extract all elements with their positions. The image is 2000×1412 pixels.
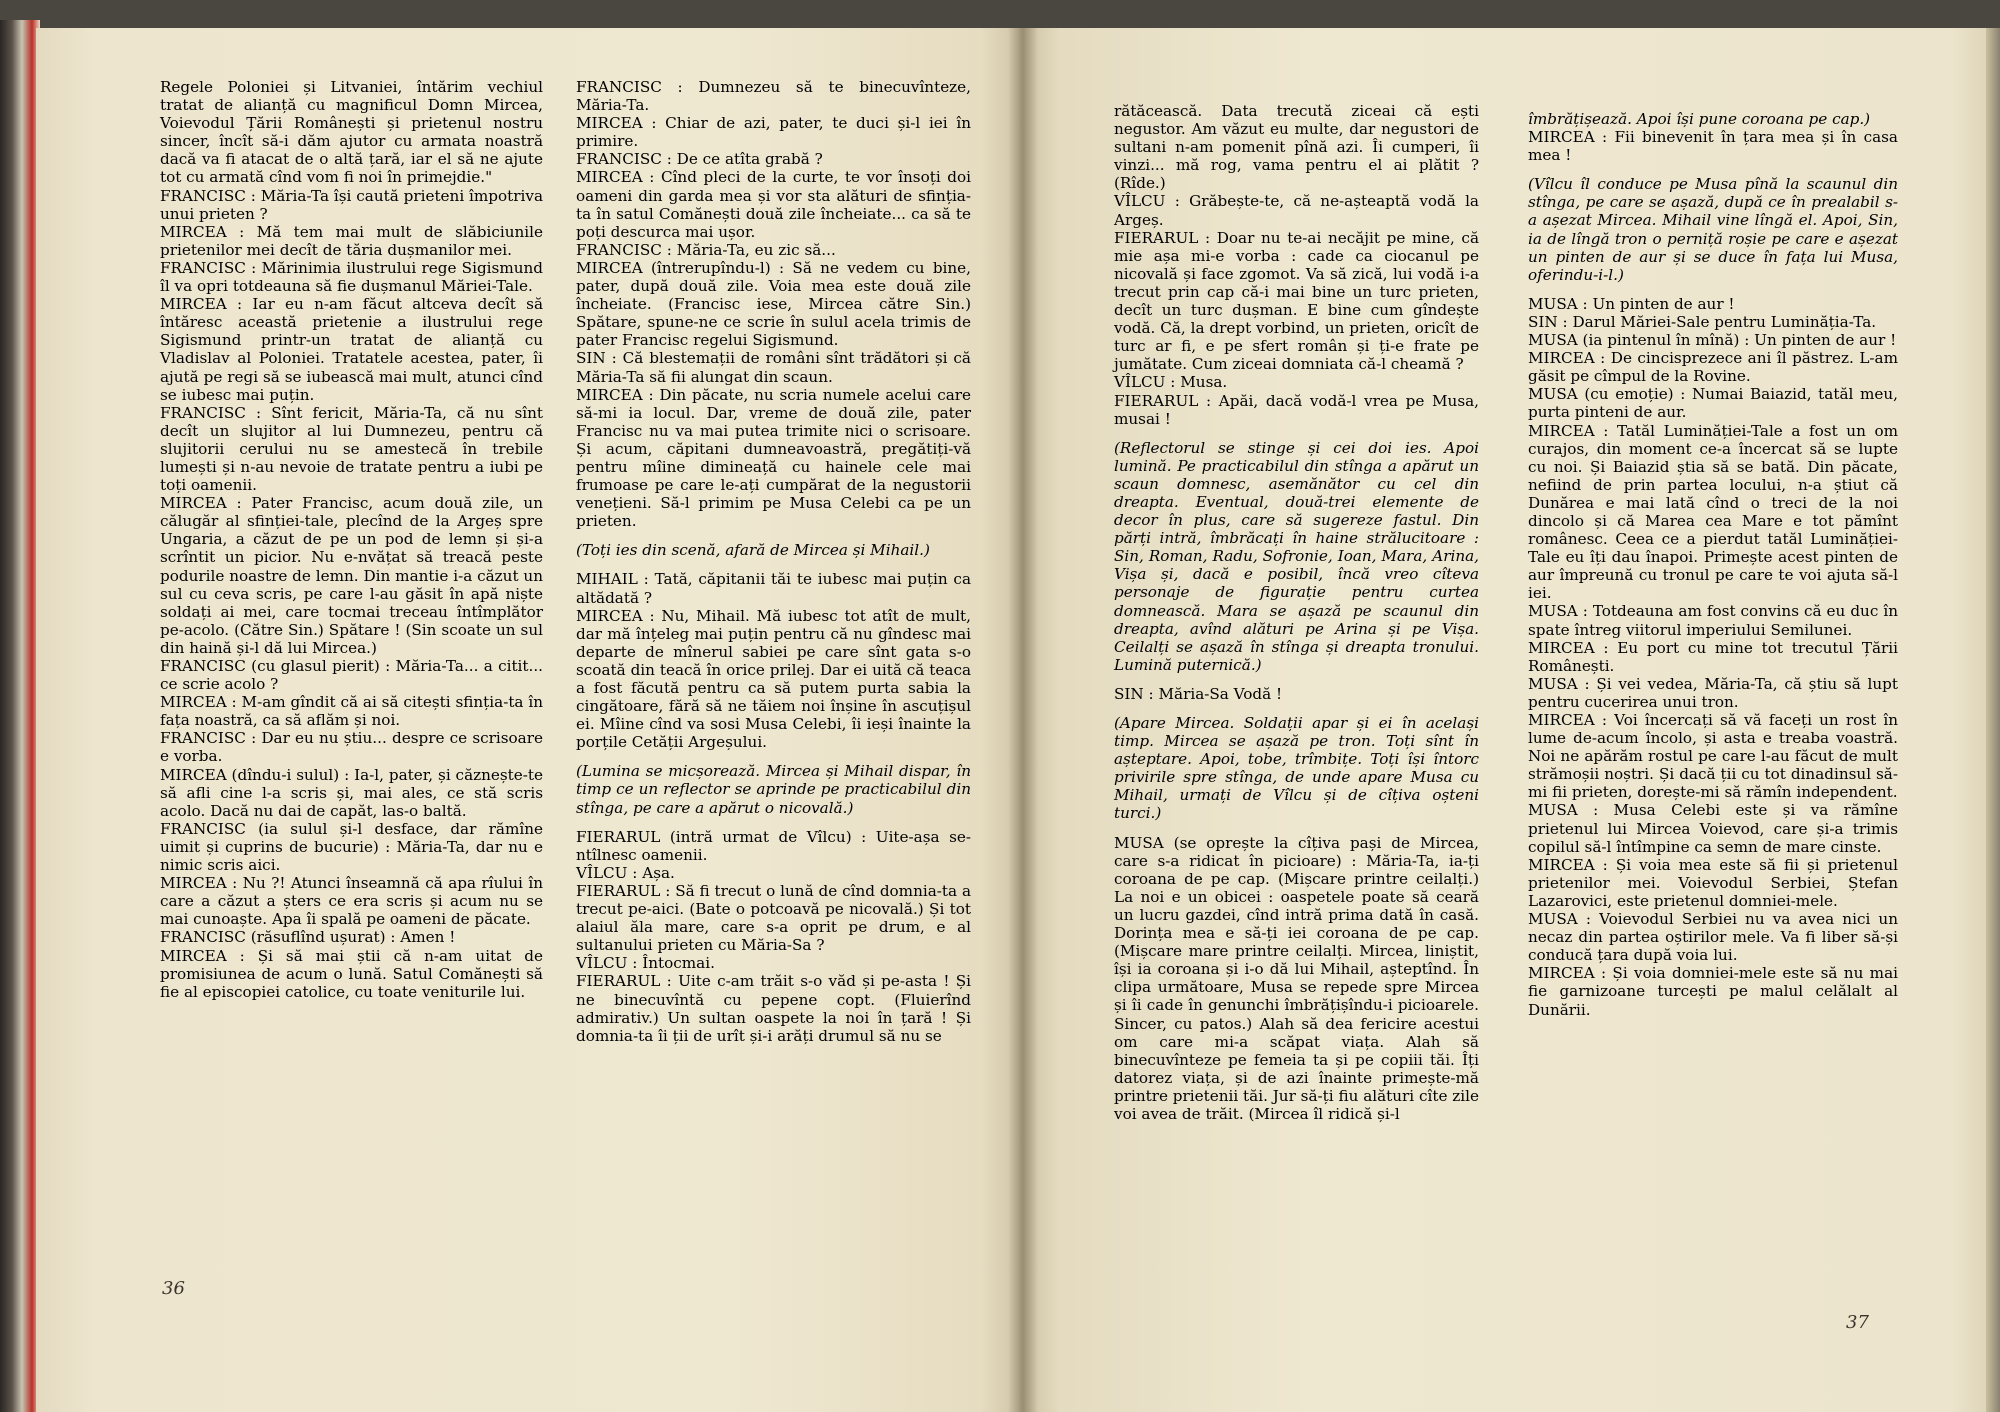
stage-direction: (Apare Mircea. Soldații apar și ei în același timp. Mircea se așază pe tron. Toți sînt în așteptare. Apoi, tobe, trîmbițe. Toți își întorc privirile spre stînga, de unde apare Musa cu Mihail, urmați de Vîlcu și de cîțiva oșteni turci.) xyxy=(1114,714,1479,823)
text-line: MIRCEA : Nu, Mihail. Mă iubesc tot atît de mult, dar mă înțeleg mai puțin pentru că nu gîndesc mai departe de mînerul sabiei pe care sînt gata s-o scoată din teacă în orice prilej. Dar ei uită că teaca a fost făcută pentru ca să putem purta sabia la cingătoare, fără să ne tăiem noi înșine în ascuțișul ei. Mîine cînd va sosi Musa Celebi, îi ieși înainte la porțile Cetății Argeșului. xyxy=(576,606,971,752)
text-line: MUSA (cu emoție) : Numai Baiazid, tatăl meu, purta pinteni de aur. xyxy=(1528,385,1898,422)
text-line: FRANCISC : Măria-Ta își caută prieteni împotriva unui prieten ? xyxy=(160,186,543,223)
text-line: MUSA (ia pintenul în mînă) : Un pinten de aur ! xyxy=(1528,331,1897,350)
text-line: FRANCISC (ia sulul și-l desface, dar rămîne uimit și cuprins de bucurie) : Măria-Ta, dar nu e nimic scris aici. xyxy=(160,819,543,875)
text-line: MIRCEA : M-am gîndit că ai să citești sfinția-ta în fața noastră, ca să aflăm și noi. xyxy=(160,693,543,730)
text-line: MIHAIL : Tată, căpitanii tăi te iubesc mai puțin ca altădată ? xyxy=(576,570,971,607)
page-number: 37 xyxy=(1846,1312,1869,1333)
text-line: MUSA : Un pinten de aur ! xyxy=(1528,294,1735,313)
text-line: MIRCEA : Și voia domniei-mele este să nu mai fie garnizoane turcești pe malul celălalt al Dunării. xyxy=(1528,964,1898,1019)
text-line: FIERARUL : Uite c-am trăit s-o văd și pe-asta ! Și ne binecuvîntă cu pepene copt. (Fluierînd admirativ.) Un sultan oaspete la noi în țară ! Și domnia-ta îi ții de urît și-i arăți drumul să nu se xyxy=(576,972,971,1045)
right-page-column-2 xyxy=(1528,110,1898,1019)
text-line: MIRCEA : Iar eu n-am făcut altceva decît să întăresc această prietenie a ilustrului rege Sigismund printr-un tratat de alianță cu Vladislav al Poloniei. Tratatele acestea, pater, îi ajută pe regi să se iubească mai mult, atunci cînd se iubesc mai puțin. xyxy=(160,295,543,404)
stage-direction: îmbrățișează. Apoi își pune coroana pe cap.) xyxy=(1528,110,1871,128)
text-line: FIERARUL : Doar nu te-ai necăjit pe mine, că mie așa mi-e vorba : cade ca ciocanul pe nicovală și face zgomot. Va să zică, lui vodă i-a trecut prin cap că-i mai bine un turc prieten, decît un turc dușman. E bine cum gîndește vodă. Că, la drept vorbind, un prieten, oricît de turc ar fi, e pe sfert român și ți-e frate pe jumătate. Cum ziceai domniata că-l cheamă ? xyxy=(1114,228,1479,374)
book-top-edge xyxy=(0,0,2000,30)
text-line: VÎLCU : Întocmai. xyxy=(576,954,715,973)
text-line: FRANCISC (răsuflînd ușurat) : Amen ! xyxy=(160,928,456,947)
text-line: VÎLCU : Așa. xyxy=(576,863,675,882)
text-line: MIRCEA : Fii binevenit în țara mea și în casa mea ! xyxy=(1528,128,1898,165)
stage-direction: (Toți ies din scenă, afară de Mircea și Mihail.) xyxy=(576,541,930,560)
text-line: VÎLCU : Grăbește-te, că ne-așteaptă vodă la Argeș. xyxy=(1114,192,1479,229)
text-line: MUSA : Și vei vedea, Măria-Ta, că știu să lupt pentru cucerirea unui tron. xyxy=(1528,674,1898,711)
text-line: MIRCEA : Din păcate, nu scria numele acelui care să-mi ia locul. Dar, vreme de două zile, pater Francisc nu va mai putea trimite nici o scrisoare. Și acum, căpitani dumneavoastră, pregătiți-vă pentru mîine dimineață cu hainele cele mai frumoase pe care le-ați cumpărat de la negustorii venețieni. Să-l primim pe Musa Celebi ca pe un prieten. xyxy=(576,385,971,531)
book-gutter xyxy=(1008,28,1038,1412)
text-line: MIRCEA : Și să mai știi că n-am uitat de promisiunea de acum o lună. Satul Comănești să fie al episcopiei catolice, cu toate veniturile lui. xyxy=(160,946,543,1001)
text-line: MIRCEA (dîndu-i sulul) : Ia-l, pater, și căznește-te să afli cine l-a scris și, mai ales, ce stă scris acolo. Dacă nu dai de capăt, las-o baltă. xyxy=(160,765,543,820)
text-line: FRANCISC : De ce atîta grabă ? xyxy=(576,150,823,169)
text-line: MIRCEA : Și voia mea este să fii și prietenul prietenilor mei. Voievodul Serbiei, Ștefan Lazarovici, este prietenul domniei-mele. xyxy=(1528,855,1898,910)
text-line: MUSA : Musa Celebi este și va rămîne prietenul lui Mircea Voievod, care și-a trimis copilul să-l întîmpine ca semn de mare cinste. xyxy=(1528,801,1898,856)
text-line: MIRCEA : Tatăl Luminăției-Tale a fost un om curajos, din moment ce-a încercat să se lupte cu noi. Și Baiazid știa să se bată. Din păcate, nefiind de prin partea locului, n-a știut că Dunărea e mai lată cînd o treci de la noi dincolo și că Marea cea Mare e tot pămînt românesc. Ceea ce a pierdut tatăl Luminăției-Tale eu îți dau înapoi. Primește acest pinten de aur împreună cu tronul pe care te voi ajuta să-l iei. xyxy=(1528,421,1898,603)
text-line: MIRCEA : De cincisprezece ani îl păstrez. L-am găsit pe cîmpul de la Rovine. xyxy=(1528,349,1898,386)
stage-direction: (Reflectorul se stinge și cei doi ies. Apoi lumină. Pe practicabilul din stînga a apărut un scaun domnesc, asemănător cu cel din dreapta. Eventual, două-trei elemente de decor în plus, care să sugereze fastul. Din părți intră, îmbrăcați în haine strălucitoare : Sin, Roman, Radu, Sofronie, Ioan, Mara, Arina, Vișa și, dacă e posibil, încă vreo cîteva personaje de figurație pentru curtea domnească. Mara se așază pe scaunul din dreapta, avînd alături pe Arina și pe Vișa. Ceilalți se așază în stînga și dreapta tronului. Lumină puternică.) xyxy=(1114,438,1479,674)
text-line: MIRCEA : Eu port cu mine tot trecutul Țării Românești. xyxy=(1528,638,1898,675)
text-line: MIRCEA : Cînd pleci de la curte, te vor însoți doi oameni din garda mea și vor sta alături de sfinția-ta în satul Comănești două zile încheiate... ca să te poți descurca mai ușor. xyxy=(576,168,971,241)
text-line: FRANCISC : Dar eu nu știu... despre ce scrisoare e vorba. xyxy=(160,729,543,766)
text-line: FRANCISC : Sînt fericit, Măria-Ta, că nu sînt decît un slujitor al lui Dumnezeu, pentru că slujitorii cerului nu se amestecă în trebile lumești și n-au nevoie de tratate pentru a iubi pe toți oamenii. xyxy=(160,403,543,495)
text-line: SIN : Că blestemații de români sînt trădători și că Măria-Ta să fii alungat din scaun. xyxy=(576,349,971,386)
text-line: FIERARUL : Să fi trecut o lună de cînd domnia-ta a trecut pe-aici. (Bate o potcoavă pe nicovală.) Și tot alaiul ăla mare, care s-a oprit pe drum, e al sultanului prieten cu Măria-Sa ? xyxy=(576,881,971,955)
text-line: FIERARUL (intră urmat de Vîlcu) : Uite-așa se-ntîlnesc oamenii. xyxy=(576,827,971,864)
text-line: rătăcească. Data trecută ziceai că ești negustor. Am văzut eu multe, dar negustori de sultani n-am pomenit pînă azi. Îi cumperi, îi vinzi... mă rog, vama pentru el ai plătit ? (Rîde.) xyxy=(1114,102,1479,193)
stage-direction: (Lumina se micșorează. Mircea și Mihail dispar, în timp ce un reflector se aprinde pe practicabilul din stînga, pe care a apărut o nicovală.) xyxy=(576,762,971,817)
text-line: MIRCEA (întrerupîndu-l) : Să ne vedem cu bine, pater, după două zile. Voia mea este două zile încheiate. (Francisc iese, Mircea către Sin.) Spătare, spune-ne ce scrie în sulul acela trimis de pater Francisc regelui Sigismund. xyxy=(576,258,971,350)
right-page-column-1 xyxy=(1114,102,1479,1123)
text-line: MIRCEA : Pater Francisc, acum două zile, un călugăr al sfinției-tale, plecînd de la Argeș spre Ungaria, a căzut de pe un pod de lemn și și-a scrîntit un picior. Nu e-nvățat să treacă peste podurile noastre de lemn. Din mantie i-a căzut un sul cu ceva scris, pe care l-au găsit în apă niște soldați ai mei, care tocmai treceau întîmplător pe-acolo. (Către Sin.) Spătare ! (Sin scoate un sul din haină și-l dă lui Mircea.) xyxy=(160,494,543,657)
left-page-column-1 xyxy=(160,78,543,1001)
text-line: SIN : Darul Măriei-Sale pentru Luminăția-Ta. xyxy=(1528,312,1877,331)
page-edge xyxy=(1986,28,2000,1412)
text-line: VÎLCU : Musa. xyxy=(1114,373,1228,392)
text-line: MUSA : Totdeauna am fost convins că eu duc în spate întreg viitorul imperiului Semilunei. xyxy=(1528,602,1898,639)
text-line: SIN : Măria-Sa Vodă ! xyxy=(1114,684,1283,703)
text-line: FRANCISC : Mărinimia ilustrului rege Sigismund îl va opri totdeauna să fie dușmanul Măriei-Tale. xyxy=(160,258,543,296)
text-line: FRANCISC (cu glasul pierit) : Măria-Ta... a citit... ce scrie acolo ? xyxy=(160,657,543,694)
text-line: MUSA (se oprește la cîțiva pași de Mircea, care s-a ridicat în picioare) : Măria-Ta, ia-ți coroana de pe cap. (Mișcare printre ceilalți.) La noi e un obicei : oaspetele poate să ceară un lucru gazdei, cînd intră prima dată în casă. Dorința mea e să-ți iei coroana de pe cap. (Mișcare mare printre ceilalți. Mircea, liniștit, își ia coroana și i-o dă lui Mihail, așteptînd. În clipa următoare, Musa se repede spre Mircea și îi cade în genunchi îmbrățișîndu-i picioarele. Sincer, cu patos.) Alah să dea fericire acestui om care mi-a scăpat viața. Alah să binecuvînteze pe femeia ta și pe copiii tăi. Îți datorez viața, și de azi înainte primește-mă printre prietenii tăi. Jur să-ți fiu alături cîte zile voi avea de trăit. (Mircea îl ridică și-l xyxy=(1114,833,1479,1123)
text-line: FRANCISC : Dumnezeu să te binecuvînteze, Măria-Ta. xyxy=(576,78,971,115)
text-line: MIRCEA : Chiar de azi, pater, te duci și-l iei în primire. xyxy=(576,114,971,151)
text-line: MUSA : Voievodul Serbiei nu va avea nici un necaz din partea oștirilor mele. Va fi liber să-și conducă țara după voia lui. xyxy=(1528,910,1898,965)
page-number: 36 xyxy=(162,1278,185,1299)
text-line: Regele Poloniei și Litvaniei, întărim vechiul tratat de alianță cu magnificul Domn Mircea, Voievodul Țării Românești și prietenul nostru sincer, încît să-i dăm ajutor cu armata noastră dacă va fi atacat de o altă țară, iar el să ne ajute tot cu armată cînd vom fi noi în primejdie." xyxy=(160,78,543,187)
left-page-column-2 xyxy=(576,78,971,1045)
stage-direction: (Vîlcu îl conduce pe Musa pînă la scaunul din stînga, pe care se așază, după ce în prealabil s-a așezat Mircea. Mihail vine lîngă el. Apoi, Sin, ia de lîngă tron o perniță roșie pe care e așezat un pinten de aur și se duce în fața lui Musa, oferindu-i-l.) xyxy=(1528,175,1898,284)
book-cover-edge xyxy=(0,20,40,1412)
text-line: MIRCEA : Nu ?! Atunci înseamnă că apa rîului în care a căzut a șters ce era scris și acum nu se mai cunoaște. Apa îi spală pe oameni de păcate. xyxy=(160,874,543,929)
text-line: FRANCISC : Măria-Ta, eu zic să... xyxy=(576,240,836,259)
text-line: FIERARUL : Apăi, dacă vodă-l vrea pe Musa, musai ! xyxy=(1114,391,1479,428)
text-line: MIRCEA : Voi încercați să vă faceți un rost în lume de-acum încolo, și asta e treaba voastră. Noi ne apărăm rostul pe care l-au făcut de mult strămoșii noștri. Și dacă ții cu tot dinadinsul să-mi fii prieten, dorește-mi să rămîn independent. xyxy=(1528,711,1898,802)
text-line: MIRCEA : Mă tem mai mult de slăbiciunile prietenilor mei decît de tăria dușmanilor mei. xyxy=(160,222,543,259)
